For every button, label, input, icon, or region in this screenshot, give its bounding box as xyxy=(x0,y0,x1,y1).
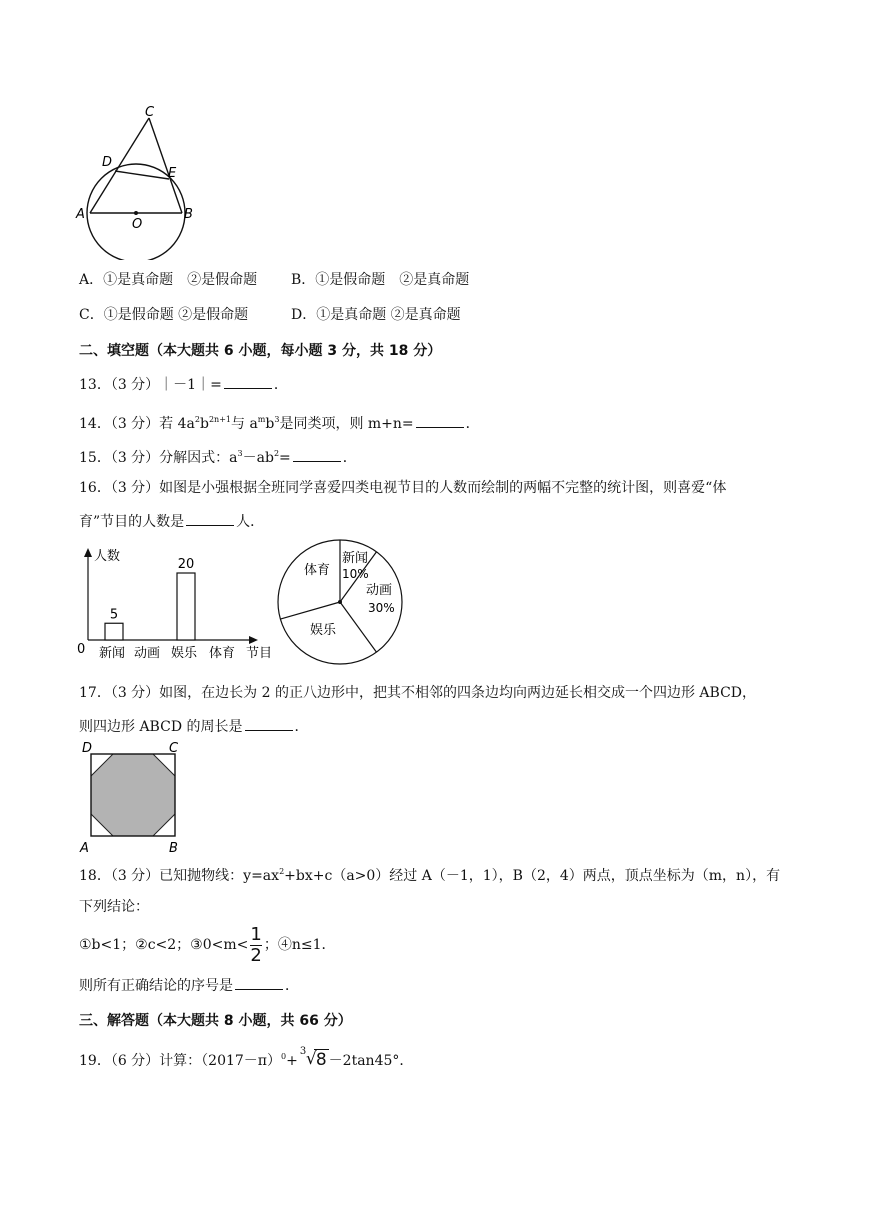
pie-slice-boundary xyxy=(280,602,340,619)
question-18-line1: 18．（3 分）已知抛物线：$y=ax^2+bx+c(a>0)$经过 A（－1，1），B（2，4）两点，顶点坐标为（m，n），有 xyxy=(79,867,781,884)
label-o: O xyxy=(132,217,143,232)
origin-label: 0 xyxy=(77,642,86,657)
answer-blank[interactable] xyxy=(293,449,341,462)
question-18-line2: 下列结论： xyxy=(79,899,149,915)
bar-chart xyxy=(74,540,284,665)
pie-slice-label: 娱乐 xyxy=(310,623,337,638)
pie-percent-label: 10% xyxy=(342,567,369,581)
x-tick-label: 动画 xyxy=(134,646,161,661)
answer-blank[interactable] xyxy=(186,513,234,526)
q12-option-a: A．①是真命题 ②是假命题 xyxy=(79,272,258,288)
x-tick-label: 新闻 xyxy=(99,646,126,661)
shaded-octagon xyxy=(91,754,175,836)
bar xyxy=(177,573,195,640)
octagon-square-figure xyxy=(78,738,188,856)
label-a: A xyxy=(76,207,85,222)
question-13: 13．（3 分）｜－1｜= ． xyxy=(79,377,288,393)
pie-slice-label: 新闻 xyxy=(342,551,369,566)
q12-option-c: C．①是假命题 ②是假命题 xyxy=(79,307,249,323)
x-tick-label: 娱乐 xyxy=(171,646,198,661)
x-tick-label: 体育 xyxy=(209,646,236,661)
side-ac xyxy=(90,118,149,213)
question-16-line1: 16．（3 分）如图是小强根据全班同学喜爱四类电视节目的人数而绘制的两幅不完整的统计图，则喜爱“体 xyxy=(79,480,727,496)
section3-title: 三、解答题（本大题共 8 小题，共 66 分） xyxy=(79,1013,352,1029)
question-16-line2: 育”节目的人数是 人． xyxy=(79,514,265,530)
q12-option-b: B．①是假命题 ②是真命题 xyxy=(291,272,470,288)
bar-data-label: 20 xyxy=(177,557,195,572)
pie-percent-label: 30% xyxy=(368,601,395,615)
question-17-line2: 则四边形 ABCD 的周长是 ． xyxy=(79,719,309,735)
chord-de xyxy=(115,171,169,179)
label-d: D xyxy=(102,155,113,170)
pie-slice-label: 体育 xyxy=(304,563,331,578)
answer-blank[interactable] xyxy=(245,718,293,731)
pie-slice-label: 动画 xyxy=(366,583,393,598)
label-b: B xyxy=(184,207,193,222)
circle-triangle-figure xyxy=(74,100,214,260)
label-e: E xyxy=(168,166,177,181)
bar xyxy=(105,623,123,640)
bar-data-label: 5 xyxy=(109,607,119,623)
center-dot xyxy=(134,211,138,215)
label-b: B xyxy=(169,841,178,856)
q12-option-d: D．①是真命题 ②是真命题 xyxy=(291,307,461,323)
y-axis-label: 人数 xyxy=(94,549,121,564)
pie-center-dot xyxy=(338,600,342,604)
answer-blank[interactable] xyxy=(224,376,272,389)
label-d: D xyxy=(82,741,93,756)
section2-title: 二、填空题（本大题共 6 小题，每小题 3 分，共 18 分） xyxy=(79,343,442,359)
y-axis-arrow xyxy=(84,548,92,557)
question-18-line3: ①b<1；②c<2；③0<m< $\frac{1}{2}$ ；④n≤1． xyxy=(79,923,336,966)
pie-chart xyxy=(272,536,412,666)
question-14: 14．（3 分）若 $4a^2b^{2n+1}$与 $a^mb^3$是同类项，则 m+n= ． xyxy=(79,415,480,432)
label-c: C xyxy=(145,105,155,120)
answer-blank[interactable] xyxy=(416,415,464,428)
question-15: 15．（3 分）分解因式：$a^3-ab^2=$ ． xyxy=(79,449,357,466)
fraction-one-half: $\frac{1}{2}$ xyxy=(250,923,262,966)
label-a: A xyxy=(80,841,89,856)
x-axis-arrow xyxy=(249,636,258,644)
answer-blank[interactable] xyxy=(235,977,283,990)
question-18-line4: 则所有正确结论的序号是 ． xyxy=(79,978,299,994)
cube-root: 3 √ 8 xyxy=(299,1046,327,1070)
label-c: C xyxy=(169,741,179,756)
question-17-line1: 17．（3 分）如图，在边长为 2 的正八边形中，把其不相邻的四条边均向两边延长相交成一个四边形 ABCD， xyxy=(79,685,757,701)
side-bc xyxy=(149,118,182,213)
x-axis-label: 节目 xyxy=(246,646,273,661)
question-19: 19．（6 分）计算：$(2017-\pi)^0+$ 3 √ 8 －2tan45°． xyxy=(79,1046,414,1070)
